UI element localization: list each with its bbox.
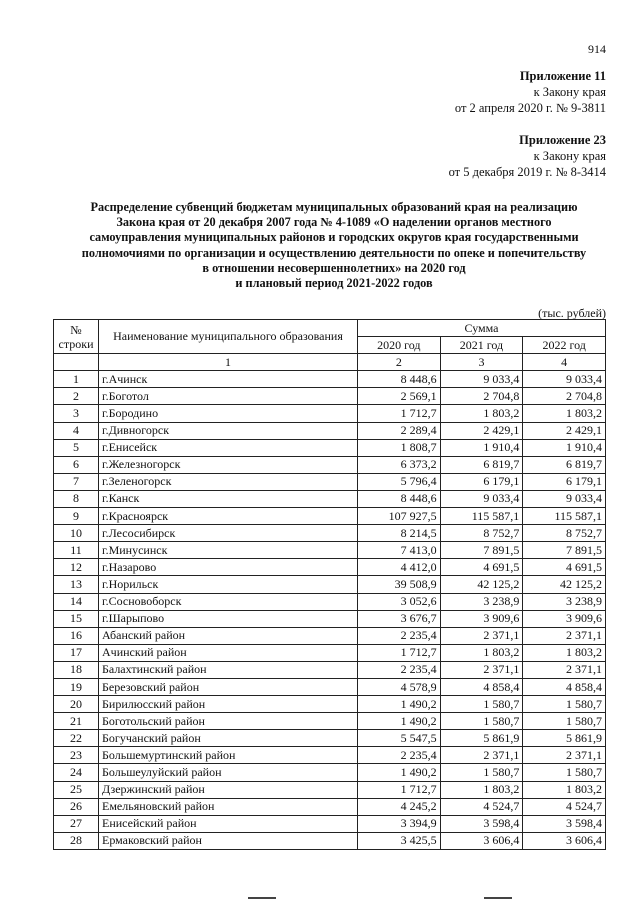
colnum-cell: 3 xyxy=(440,354,523,371)
table-row xyxy=(54,678,606,695)
value-2020-cell: 2 289,4 xyxy=(358,422,441,439)
row-number-cell: 8 xyxy=(54,490,99,507)
value-2022-cell: 42 125,2 xyxy=(523,576,606,593)
row-number-cell: 16 xyxy=(54,627,99,644)
value-2020-cell: 3 394,9 xyxy=(358,815,441,832)
municipality-name-cell: г.Лесосибирск xyxy=(99,525,358,542)
colnum-cell: 1 xyxy=(99,354,358,371)
value-2020-cell: 1 490,2 xyxy=(358,696,441,713)
value-2021-cell: 3 606,4 xyxy=(440,832,523,849)
value-2022-cell: 4 524,7 xyxy=(523,798,606,815)
value-2022-cell: 4 691,5 xyxy=(523,559,606,576)
municipality-name-cell: Ачинский район xyxy=(99,644,358,661)
appendix-23-block xyxy=(449,132,606,180)
value-2022-cell: 2 371,1 xyxy=(523,747,606,764)
municipality-name-cell: г.Дивногорск xyxy=(99,422,358,439)
table-row xyxy=(54,627,606,644)
table-row xyxy=(54,388,606,405)
value-2022-cell: 3 606,4 xyxy=(523,832,606,849)
municipality-name-cell: Боготольский район xyxy=(99,713,358,730)
municipality-name-cell: г.Минусинск xyxy=(99,542,358,559)
value-2022-cell: 1 580,7 xyxy=(523,713,606,730)
value-2021-cell: 2 704,8 xyxy=(440,388,523,405)
header-sum: Сумма xyxy=(358,320,606,337)
value-2020-cell: 1 490,2 xyxy=(358,764,441,781)
table-row xyxy=(54,644,606,661)
footer-mark xyxy=(484,897,512,899)
table-row xyxy=(54,747,606,764)
appendix-11-title: Приложение 11 xyxy=(519,69,606,83)
municipality-name-cell: г.Канск xyxy=(99,490,358,507)
municipality-name-cell: г.Ачинск xyxy=(99,371,358,388)
value-2021-cell: 4 691,5 xyxy=(440,559,523,576)
row-number-cell: 15 xyxy=(54,610,99,627)
table-row xyxy=(54,525,606,542)
colnum-cell: 2 xyxy=(358,354,441,371)
row-number-cell: 9 xyxy=(54,508,99,525)
appendix-23-title: Приложение 23 xyxy=(519,133,606,147)
table-row xyxy=(54,542,606,559)
value-2020-cell: 1 808,7 xyxy=(358,439,441,456)
value-2021-cell: 4 524,7 xyxy=(440,798,523,815)
table-row xyxy=(54,508,606,525)
value-2021-cell: 3 598,4 xyxy=(440,815,523,832)
title-line: самоуправления муниципальных районов и городских округов края государственными xyxy=(89,230,579,245)
page-number: 914 xyxy=(588,42,606,56)
value-2021-cell: 5 861,9 xyxy=(440,730,523,747)
table-row xyxy=(54,815,606,832)
value-2021-cell: 1 803,2 xyxy=(440,644,523,661)
appendix-23-line2: от 5 декабря 2019 г. № 8-3414 xyxy=(448,165,606,179)
table-row xyxy=(54,610,606,627)
subvention-table xyxy=(53,319,606,850)
value-2021-cell: 115 587,1 xyxy=(440,508,523,525)
value-2020-cell: 5 796,4 xyxy=(358,473,441,490)
value-2022-cell: 2 371,1 xyxy=(523,661,606,678)
value-2022-cell: 6 819,7 xyxy=(523,456,606,473)
header-2021: 2021 год xyxy=(440,337,523,354)
row-number-cell: 25 xyxy=(54,781,99,798)
value-2022-cell: 2 704,8 xyxy=(523,388,606,405)
municipality-name-cell: г.Красноярск xyxy=(99,508,358,525)
colnum-cell: 4 xyxy=(523,354,606,371)
value-2022-cell: 5 861,9 xyxy=(523,730,606,747)
table-row xyxy=(54,781,606,798)
appendix-23-line1: к Закону края xyxy=(533,149,606,163)
table-row xyxy=(54,422,606,439)
value-2021-cell: 1 580,7 xyxy=(440,713,523,730)
value-2022-cell: 3 238,9 xyxy=(523,593,606,610)
value-2021-cell: 9 033,4 xyxy=(440,490,523,507)
table-row xyxy=(54,661,606,678)
municipality-name-cell: г.Сосновоборск xyxy=(99,593,358,610)
value-2021-cell: 3 238,9 xyxy=(440,593,523,610)
row-number-cell: 26 xyxy=(54,798,99,815)
row-number-cell: 22 xyxy=(54,730,99,747)
value-2020-cell: 3 425,5 xyxy=(358,832,441,849)
table-row xyxy=(54,576,606,593)
municipality-name-cell: г.Железногорск xyxy=(99,456,358,473)
municipality-name-cell: Емельяновский район xyxy=(99,798,358,815)
value-2022-cell: 1 803,2 xyxy=(523,644,606,661)
row-number-cell: 21 xyxy=(54,713,99,730)
row-number-cell: 28 xyxy=(54,832,99,849)
row-number-cell: 19 xyxy=(54,678,99,695)
title-line: Закона края от 20 декабря 2007 года № 4-1089 «О наделении органов местного xyxy=(116,215,552,230)
table-row xyxy=(54,713,606,730)
table-row xyxy=(54,832,606,849)
municipality-name-cell: Енисейский район xyxy=(99,815,358,832)
row-number-cell: 1 xyxy=(54,371,99,388)
municipality-name-cell: г.Зеленогорск xyxy=(99,473,358,490)
value-2021-cell: 2 429,1 xyxy=(440,422,523,439)
value-2020-cell: 8 448,6 xyxy=(358,371,441,388)
municipality-name-cell: г.Боготол xyxy=(99,388,358,405)
municipality-name-cell: Дзержинский район xyxy=(99,781,358,798)
value-2020-cell: 2 569,1 xyxy=(358,388,441,405)
table-row xyxy=(54,473,606,490)
header-2020: 2020 год xyxy=(358,337,441,354)
table-row xyxy=(54,405,606,422)
appendix-11-line2: от 2 апреля 2020 г. № 9-3811 xyxy=(454,101,606,115)
value-2021-cell: 6 819,7 xyxy=(440,456,523,473)
value-2020-cell: 4 245,2 xyxy=(358,798,441,815)
table-row xyxy=(54,764,606,781)
row-number-cell: 2 xyxy=(54,388,99,405)
value-2021-cell: 1 580,7 xyxy=(440,696,523,713)
municipality-name-cell: г.Шарыпово xyxy=(99,610,358,627)
value-2021-cell: 2 371,1 xyxy=(440,627,523,644)
unit-label: (тыс. рублей) xyxy=(538,306,606,320)
table-body xyxy=(54,371,606,850)
value-2022-cell: 2 371,1 xyxy=(523,627,606,644)
value-2022-cell: 1 580,7 xyxy=(523,764,606,781)
value-2022-cell: 1 803,2 xyxy=(523,781,606,798)
value-2021-cell: 2 371,1 xyxy=(440,661,523,678)
value-2022-cell: 7 891,5 xyxy=(523,542,606,559)
municipality-name-cell: Березовский район xyxy=(99,678,358,695)
row-number-cell: 23 xyxy=(54,747,99,764)
value-2020-cell: 2 235,4 xyxy=(358,661,441,678)
colnum-cell xyxy=(54,354,99,371)
municipality-name-cell: г.Норильск xyxy=(99,576,358,593)
value-2020-cell: 2 235,4 xyxy=(358,627,441,644)
value-2022-cell: 115 587,1 xyxy=(523,508,606,525)
value-2020-cell: 8 214,5 xyxy=(358,525,441,542)
value-2021-cell: 6 179,1 xyxy=(440,473,523,490)
header-name: Наименование муниципального образования xyxy=(99,320,358,354)
value-2022-cell: 1 803,2 xyxy=(523,405,606,422)
municipality-name-cell: Балахтинский район xyxy=(99,661,358,678)
value-2020-cell: 8 448,6 xyxy=(358,490,441,507)
value-2020-cell: 39 508,9 xyxy=(358,576,441,593)
table-row xyxy=(54,696,606,713)
value-2021-cell: 9 033,4 xyxy=(440,371,523,388)
document-title xyxy=(50,200,618,291)
table-row xyxy=(54,456,606,473)
footer-mark xyxy=(248,897,276,899)
table-row xyxy=(54,798,606,815)
value-2022-cell: 8 752,7 xyxy=(523,525,606,542)
value-2020-cell: 1 712,7 xyxy=(358,781,441,798)
value-2021-cell: 42 125,2 xyxy=(440,576,523,593)
table-row xyxy=(54,559,606,576)
value-2021-cell: 7 891,5 xyxy=(440,542,523,559)
municipality-name-cell: Большемуртинский район xyxy=(99,747,358,764)
header-row-number: № строки xyxy=(54,320,99,354)
value-2020-cell: 4 412,0 xyxy=(358,559,441,576)
row-number-cell: 12 xyxy=(54,559,99,576)
row-number-cell: 18 xyxy=(54,661,99,678)
municipality-name-cell: Большеулуйский район xyxy=(99,764,358,781)
value-2022-cell: 3 598,4 xyxy=(523,815,606,832)
municipality-name-cell: Ермаковский район xyxy=(99,832,358,849)
table-row xyxy=(54,490,606,507)
value-2022-cell: 1 910,4 xyxy=(523,439,606,456)
value-2020-cell: 107 927,5 xyxy=(358,508,441,525)
row-number-cell: 5 xyxy=(54,439,99,456)
municipality-name-cell: Бирилюсский район xyxy=(99,696,358,713)
value-2022-cell: 2 429,1 xyxy=(523,422,606,439)
table-row xyxy=(54,371,606,388)
value-2020-cell: 5 547,5 xyxy=(358,730,441,747)
value-2022-cell: 6 179,1 xyxy=(523,473,606,490)
value-2021-cell: 8 752,7 xyxy=(440,525,523,542)
row-number-cell: 24 xyxy=(54,764,99,781)
value-2021-cell: 4 858,4 xyxy=(440,678,523,695)
value-2020-cell: 1 712,7 xyxy=(358,405,441,422)
value-2021-cell: 1 910,4 xyxy=(440,439,523,456)
row-number-cell: 17 xyxy=(54,644,99,661)
value-2021-cell: 1 803,2 xyxy=(440,405,523,422)
municipality-name-cell: Абанский район xyxy=(99,627,358,644)
title-line: полномочиями по организации и осуществлению деятельности по опеке и попечительству xyxy=(81,245,587,260)
value-2021-cell: 1 580,7 xyxy=(440,764,523,781)
municipality-name-cell: г.Енисейск xyxy=(99,439,358,456)
row-number-cell: 13 xyxy=(54,576,99,593)
appendix-11-block xyxy=(455,68,606,116)
value-2020-cell: 4 578,9 xyxy=(358,678,441,695)
table-row xyxy=(54,593,606,610)
municipality-name-cell: г.Назарово xyxy=(99,559,358,576)
header-2022: 2022 год xyxy=(523,337,606,354)
value-2020-cell: 2 235,4 xyxy=(358,747,441,764)
value-2020-cell: 3 052,6 xyxy=(358,593,441,610)
municipality-name-cell: Богучанский район xyxy=(99,730,358,747)
row-number-cell: 11 xyxy=(54,542,99,559)
value-2020-cell: 3 676,7 xyxy=(358,610,441,627)
title-line: Распределение субвенций бюджетам муниципальных образований края на реализацию xyxy=(90,200,578,214)
row-number-cell: 14 xyxy=(54,593,99,610)
row-number-cell: 10 xyxy=(54,525,99,542)
row-number-cell: 6 xyxy=(54,456,99,473)
appendix-11-line1: к Закону края xyxy=(533,85,606,99)
value-2020-cell: 7 413,0 xyxy=(358,542,441,559)
value-2022-cell: 4 858,4 xyxy=(523,678,606,695)
title-line: в отношении несовершеннолетних» на 2020 год xyxy=(202,260,466,275)
value-2021-cell: 3 909,6 xyxy=(440,610,523,627)
value-2020-cell: 1 712,7 xyxy=(358,644,441,661)
value-2022-cell: 1 580,7 xyxy=(523,696,606,713)
value-2022-cell: 3 909,6 xyxy=(523,610,606,627)
table-row xyxy=(54,730,606,747)
row-number-cell: 27 xyxy=(54,815,99,832)
row-number-cell: 4 xyxy=(54,422,99,439)
row-number-cell: 20 xyxy=(54,696,99,713)
row-number-cell: 7 xyxy=(54,473,99,490)
value-2022-cell: 9 033,4 xyxy=(523,371,606,388)
value-2020-cell: 6 373,2 xyxy=(358,456,441,473)
municipality-name-cell: г.Бородино xyxy=(99,405,358,422)
value-2021-cell: 1 803,2 xyxy=(440,781,523,798)
title-line: и плановый период 2021-2022 годов xyxy=(235,276,433,291)
value-2020-cell: 1 490,2 xyxy=(358,713,441,730)
row-number-cell: 3 xyxy=(54,405,99,422)
value-2021-cell: 2 371,1 xyxy=(440,747,523,764)
value-2022-cell: 9 033,4 xyxy=(523,490,606,507)
table-row xyxy=(54,439,606,456)
